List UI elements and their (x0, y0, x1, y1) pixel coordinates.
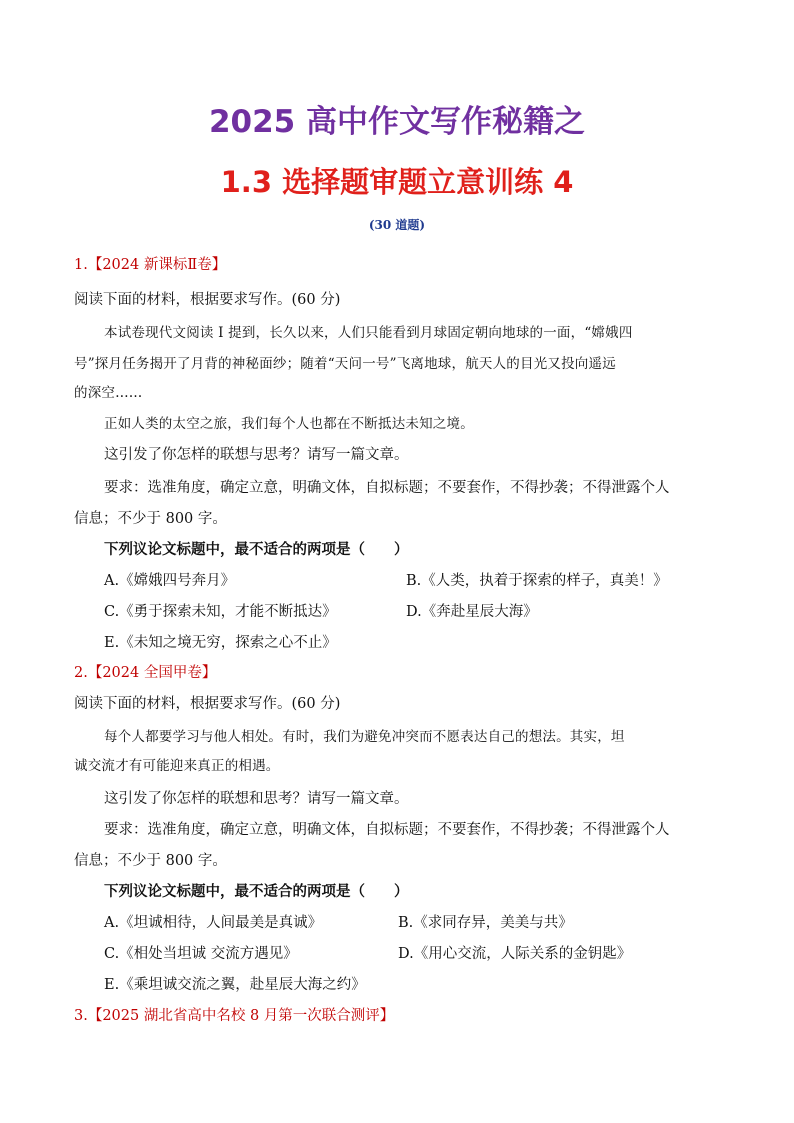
question-2-material-line: 诚交流才有可能迎来真正的相遇。 (74, 758, 280, 774)
question-2-heading: 2.【2024 全国甲卷】 (74, 665, 217, 681)
question-2-option-e[interactable]: E.《乘坦诚交流之翼，赴星辰大海之约》 (104, 977, 366, 993)
document-title: 2025 高中作文写作秘籍之 (208, 104, 586, 140)
question-2-instruction: 阅读下面的材料，根据要求写作。(60 分) (74, 696, 341, 712)
question-2-option-a[interactable]: A.《坦诚相待，人间最美是真诚》 (104, 915, 323, 931)
question-2-option-d[interactable]: D.《用心交流，人际关系的金钥匙》 (398, 946, 632, 962)
question-1-option-c[interactable]: C.《勇于探索未知，才能不断抵达》 (104, 604, 337, 620)
question-1-material-line: 的深空…… (74, 385, 143, 401)
question-1-material-line: 号”探月任务揭开了月背的神秘面纱；随着“天问一号”飞离地球，航天人的目光又投向遥远 (74, 356, 616, 372)
question-1-option-a[interactable]: A.《嫦娥四号奔月》 (104, 573, 236, 589)
question-1-requirement: 信息；不少于 800 字。 (74, 511, 227, 527)
question-2-option-c[interactable]: C.《相处当坦诚 交流方遇见》 (104, 946, 298, 962)
question-1-prompt: 这引发了你怎样的联想与思考？请写一篇文章。 (104, 447, 409, 463)
document-subtitle: 1.3 选择题审题立意训练 4 (220, 165, 574, 199)
question-count: (30 道题) (368, 218, 426, 232)
question-1-option-b[interactable]: B.《人类，执着于探索的样子，真美！》 (406, 573, 668, 589)
question-2-prompt: 这引发了你怎样的联想和思考？请写一篇文章。 (104, 791, 409, 807)
question-2-requirement: 信息；不少于 800 字。 (74, 853, 227, 869)
question-1-instruction: 阅读下面的材料，根据要求写作。(60 分) (74, 292, 341, 308)
question-1-option-e[interactable]: E.《未知之境无穷，探索之心不止》 (104, 635, 337, 651)
question-1-material-line: 正如人类的太空之旅，我们每个人也都在不断抵达未知之境。 (104, 416, 474, 432)
question-2-stem: 下列议论文标题中，最不适合的两项是（ ） (104, 883, 409, 900)
question-2-material-line: 每个人都要学习与他人相处。有时，我们为避免冲突而不愿表达自己的想法。其实，坦 (104, 729, 625, 745)
question-3-heading: 3.【2025 湖北省高中名校 8 月第一次联合测评】 (74, 1008, 395, 1024)
question-1-material-line: 本试卷现代文阅读 I 提到，长久以来，人们只能看到月球固定朝向地球的一面，“嫦娥四 (104, 325, 633, 341)
question-2-requirement: 要求：选准角度，确定立意，明确文体，自拟标题；不要套作，不得抄袭；不得泄露个人 (104, 822, 670, 838)
question-1-heading: 1.【2024 新课标Ⅱ卷】 (74, 257, 227, 273)
question-2-option-b[interactable]: B.《求同存异，美美与共》 (398, 915, 573, 931)
question-1-option-d[interactable]: D.《奔赴星辰大海》 (406, 604, 538, 620)
question-1-requirement: 要求：选准角度，确定立意，明确文体，自拟标题；不要套作，不得抄袭；不得泄露个人 (104, 480, 670, 496)
question-1-stem: 下列议论文标题中，最不适合的两项是（ ） (104, 541, 409, 558)
